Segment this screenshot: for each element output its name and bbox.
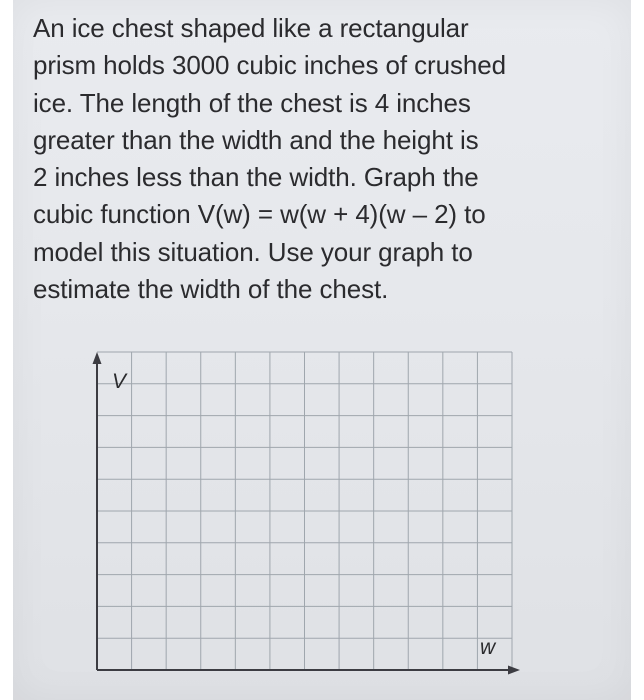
- problem-line: 2 inches less than the width. Graph the: [33, 162, 479, 193]
- worksheet-photo: [13, 0, 631, 700]
- axes: [93, 352, 521, 675]
- problem-statement: [33, 10, 623, 308]
- y-axis-label: V: [112, 370, 127, 393]
- problem-line: ice. The length of the chest is 4 inches: [33, 87, 471, 118]
- graph-grid: [80, 350, 520, 670]
- grid-lines: [97, 352, 512, 670]
- blank-graph: [80, 350, 520, 670]
- problem-line: model this situation. Use your graph to: [33, 236, 473, 267]
- y-axis-arrow: [93, 352, 102, 364]
- problem-line: An ice chest shaped like a rectangular: [33, 13, 469, 43]
- problem-line: greater than the width and the height is: [33, 124, 479, 155]
- problem-line: estimate the width of the chest.: [33, 274, 389, 305]
- x-axis-arrow: [508, 666, 520, 675]
- problem-line: cubic function V(w) = w(w + 4)(w – 2) to: [33, 199, 486, 230]
- x-axis-label: w: [480, 636, 496, 659]
- problem-line: prism holds 3000 cubic inches of crushed: [33, 50, 506, 81]
